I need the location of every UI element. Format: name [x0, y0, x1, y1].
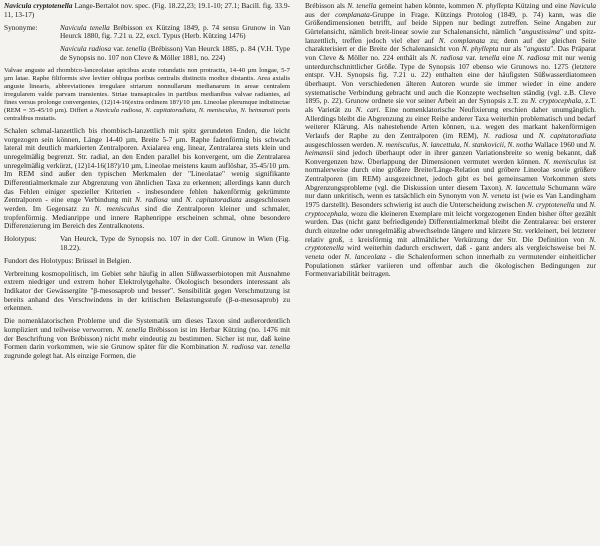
right-column	[305, 2, 596, 283]
holotypus-label: Holotypus:	[4, 234, 37, 244]
synonyme-label: Synonyme:	[4, 22, 38, 32]
nomenclature-paragraph: Die nomenklatorischen Probleme und die Systematik um dieses Taxon sind außerordentlich kompliziert und teilweise verworren. N. tenella Brébisson ist im Herbar Kützing (no. 1476 mit der Beschriftung von Brébisson) nicht mehr eindeutig zu bestimmen. Sicher ist nur, daß keine Formen darin vorkommen, wie sie Grunow später für die Kombination N. radiosa var. tenella zugrunde gelegt hat. Als einzige Formen, die	[4, 316, 291, 361]
discussion-paragraph: Brébisson als N. tenella gemeint haben könnte, kommen N. phyllepta Kützing und eine Navicula aus der complanata-Gruppe in Frage. Kützings Protolog (1849, p. 74) kann, was die Größendimensionen betrifft, auf beide Sippen nur bedingt zutreffen. Seine Angaben zur Gürtelansicht, nämlich breit-linear sowie zur Schalenansicht, nämlich "angustissima" und spitz-lanzettlich, treffen jedoch viel eher auf N. complanata zu; denn auf der gleichen Seite charakterisiert er die Breite der Schalenansicht von N. phyllepta nur als "angusta". Das Präparat von Cleve & Möller no. 224 enthält als N. radiosa var. tenella eine N. radiosa mit nur wenig unterdurchschnittlicher Größe. Type de Synopsis 107 ebenso wie Grunows no. 1275 (letztere entspr. V.H. Synopsis fig. 7.21 u. 22) enthalten eine der häufigsten Süßwasserdiatomeen überhaupt. Von verschiedenen älteren Autoren wurde sie immer wieder in eine andere systematische Verbindung gebracht und auch die Konzepte wechselten ständig (vgl. z.B. Cleve 1895, p. 22). Grunow ordnete sie vor seiner Arbeit an der Synopsis z.T. zu N. cryptocephala, z.T. als Varietät zu N. cari. Eine nomenklatorische Neufixierung erschien daher unumgänglich. Allerdings bleibt die Abgrenzung zu einer Reihe anderer Taxa weiterhin problematisch und bedarf weiterer Klärung. Als nahestehende Arten können, u.a. wegen des markant hakenförmigen Verlaufs der Raphe zu den Zentralporen (im REM), N. radiosa und N. capitatoradiata ausgeschlossen werden. N. menisculus, N. lancettula, N. stankovicii, N. notha Wallace 1960 und N. heimansii sind jedoch überhaupt oder in ihrer ganzen Variationsbreite so wenig bekannt, daß Konvergenzen bzw. Überlappung der Dimensionen vermutet werden können. N. menisculus ist normalerweise durch eine größere Breite/Länge-Relation und gröbere Lineolae sowie größere Zentralporen (im REM) ausgezeichnet, jedoch gibt es bei gemeinsamen Vorkommen stets Abgrenzungsprobleme (vgl. die Diskussion unter diesem Taxon). N. lancettula Schumann wäre nur dann unkritisch, wenn es tatsächlich ein Synonym von N. veneta ist (wie es Van Landingham 1975 darstellt). Besonders schwierig ist auch die Unterscheidung zwischen N. cryptotenella und N. cryptocephala, wozu die kleineren Exemplare mit leicht vorgezogenen Enden bisher öfter gezählt wurden. Das (nicht ganz befriedigende) Differentialmerkmal bleibt die Zentralarea: bei ersterer durch einzelne oder unregelmäßig abwechselnde längere und kürzere Str. verkleinert, bei letzterer relativ groß, ± kreisförmig mit allmählicher Verkürzung der Str. Die Definition von N. cryptotenella wird weiterhin dadurch erschwert, daß - ganz anders als vergleichsweise bei N. veneta oder N. lanceolata - die Schalenformen schon innerhalb zu vermutender einheitlicher Populationen stärker variieren und offenbar auch die ökologischen Bedingungen zur Formenvariabilität beitragen.	[305, 1, 597, 279]
distribution-paragraph: Verbreitung kosmopolitisch, im Gebiet sehr häufig in allen Süßwasserbiotopen mit Ausnahme extrem niedriger und extrem hoher Elektrolytgehalte. Ökologisch besonders interessant als Indikator der Gewässergüte "β-mesosaprob und besser". Sensibilität gegen Verschmutzung ist bereits anhand des Verschwindens in der kritischen Belastungsstufe (β-α-mesosaprob) zu erkennen.	[4, 268, 290, 313]
synonym-2: Navicula radiosa var. tenella (Brébisson) Van Heurck 1885, p. 84 (V.H. Type de Synopsis no. 107 non Cleve & Möller 1881, no. 224)	[60, 44, 290, 62]
left-column	[4, 2, 290, 365]
description-paragraph: Schalen schmal-lanzettlich bis rhombisch-lanzettlich mit spitz gerundeten Enden, die leicht vorgezogen sein können, Länge 14-40 µm, Breite 5-7 µm. Raphe fadenförmig bis schwach lateral mit deutlich markierten Zentralporen. Axialarea eng, linear, Zentralarea stets klein und unregelmäßig begrenzt. Str. radial, an den Enden parallel bis konvergent, um die Zentralarea unregelmäßig verkürzt, (12)14-16(18?)/10 µm, Lineolae meistens kaum auflösbar, 35-45/10 µm. Im REM sind außer den typischen Merkmalen der "Lineolatae" wenig signifikante Differentialmerkmale zur Abgrenzung von ähnlichen Taxa zu erkennen; allerdings kann durch das Fehlen einiger spezieller Kriterien - insbesondere fehlen hakenförmig gekrümmte Zentralporen - eine enge Verbindung mit N. radiosa und N. capitatoradiata ausgeschlossen werden. Im Gegensatz zu N. menisculus sind die Zentralporen kleiner und schmaler, tropfenförmig. Medianrippe und innere Raphenrippe erscheinen schmal, ohne besondere Differenzierung im Bereich des Zentralknotens.	[4, 126, 291, 231]
holotypus-block	[4, 235, 290, 252]
synonyme-block	[4, 24, 290, 63]
synonym-1: Navicula tenella Brébisson ex Kützing 1849, p. 74 sensu Grunow in Van Heurck 1880, fig. 7.21 u. 22, excl. Typus (Herb. Kützing 1476)	[60, 22, 290, 41]
fundort-line: Fundort des Holotypus: Brüssel in Belgien.	[4, 255, 132, 265]
document-page	[4, 2, 596, 544]
latin-diagnosis: Valvae anguste ad rhombico-lanceolatae apicibus acute rotundatis non protractis, 14-40 µm longae, 5-7 µm latae. Raphe filiformis sive leviter obliqua poribus centralis distinctis modice distantis. Area axialis anguste linearis, abbreviationes irregulare striarum nonnullarum medianarum in areae centralem irregularem valde parvam transientes. Striae transapicales in partibus medianibus valvae radiantes, ad fines versus prolonge convergentes, (12)14-16(extra ordinem 18?)/10 µm. Lineolae plerumque indistinctae (REM = 35-45/10 µm). Differt a Navicula radiosa, N. capitatoradiata, N. menisculus, N. heimansii poris centralibus mutatis.	[4, 66, 291, 122]
species-heading: Navicula cryptotenella Lange-Bertalot nov. spec. (Fig. 18.22,23; 19.1-10; 27.1; Bacill. fig. 33.9-11, 13-17)	[4, 1, 290, 19]
holotypus-text: Van Heurck, Type de Synopsis no. 107 in der Coll. Grunow in Wien (Fig. 18.22).	[60, 234, 290, 252]
species-title: Navicula cryptotenella	[4, 1, 73, 10]
